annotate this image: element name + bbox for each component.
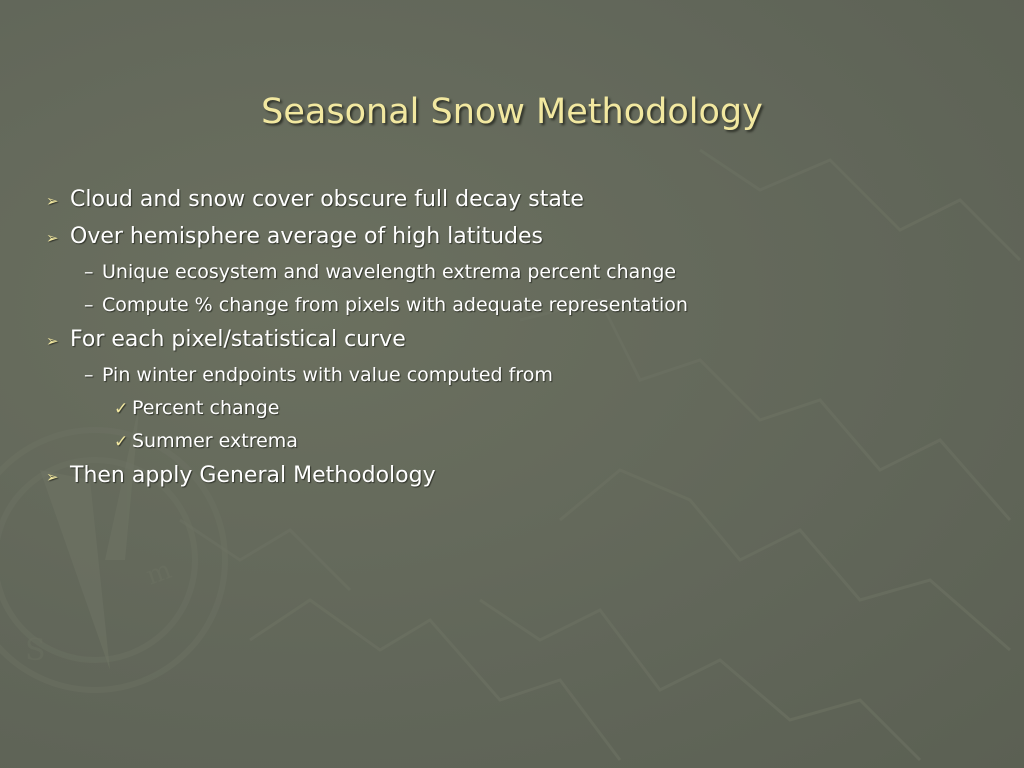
check-bullet-text: Summer extrema — [132, 430, 298, 452]
sub-bullet-text: Unique ecosystem and wavelength extrema percent change — [102, 261, 677, 283]
svg-text:S: S — [25, 633, 46, 668]
slide-title: Seasonal Snow Methodology — [261, 92, 763, 132]
sub-bullet-item — [46, 258, 986, 291]
checkmark-icon: ✓ — [114, 399, 129, 419]
arrowhead-bullet-icon: ➢ — [46, 229, 59, 247]
dash-bullet: – — [84, 364, 94, 386]
dash-bullet: – — [84, 294, 94, 316]
arrowhead-bullet-icon: ➢ — [46, 192, 59, 210]
bullet-item — [46, 324, 986, 361]
sub-bullet-text: Pin winter endpoints with value computed from — [102, 364, 553, 386]
sub-bullet-text: Compute % change from pixels with adequate representation — [102, 294, 688, 316]
bullet-item — [46, 184, 986, 221]
bullet-list — [46, 184, 986, 497]
bullet-item — [46, 221, 986, 258]
bullet-text: Over hemisphere average of high latitudes — [70, 224, 543, 249]
bullet-text: Then apply General Methodology — [70, 463, 436, 488]
arrowhead-bullet-icon: ➢ — [46, 332, 59, 350]
check-bullet-item — [46, 394, 986, 427]
checkmark-icon: ✓ — [114, 432, 129, 452]
bullet-item — [46, 460, 986, 497]
check-bullet-item — [46, 427, 986, 460]
arrowhead-bullet-icon: ➢ — [46, 468, 59, 486]
sub-bullet-item — [46, 291, 986, 324]
bullet-text: Cloud and snow cover obscure full decay state — [70, 187, 584, 212]
dash-bullet: – — [84, 261, 94, 283]
bullet-text: For each pixel/statistical curve — [70, 327, 406, 352]
svg-text:m: m — [142, 554, 176, 592]
sub-bullet-item — [46, 361, 986, 394]
check-bullet-text: Percent change — [132, 397, 280, 419]
